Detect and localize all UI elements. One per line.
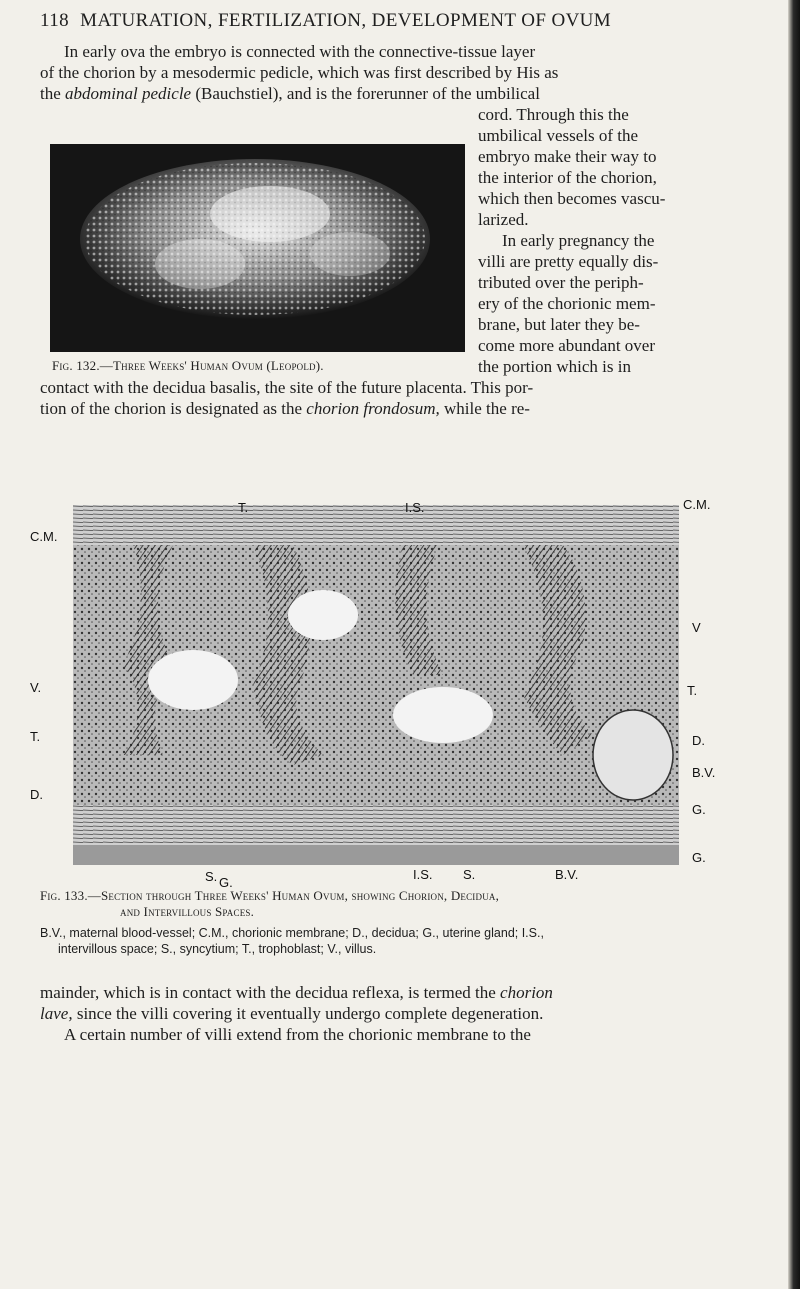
label-bottom-s: S. xyxy=(205,869,218,884)
page-number: 118 xyxy=(40,10,69,31)
para1-side-2: umbilical vessels of the xyxy=(478,126,639,145)
para2-side-1: In early pregnancy the xyxy=(502,231,655,250)
chorion-section-drawing xyxy=(73,505,679,865)
para2-line2-post: while the re- xyxy=(439,399,530,418)
para1-side-5: which then becomes vascu- xyxy=(478,189,666,208)
label-cm-left: C.M. xyxy=(30,529,58,544)
running-title: MATURATION, FERTILIZATION, DEVELOPMENT OF OVUM xyxy=(80,10,612,31)
running-header xyxy=(40,10,720,32)
label-left-d: D. xyxy=(30,787,43,802)
label-left-v: V. xyxy=(30,680,42,695)
label-bottom-bv: B.V. xyxy=(555,867,579,882)
para1-line3 xyxy=(40,84,722,105)
para3-line1-pre: mainder, which is in contact with the decidua reflexa, is termed the xyxy=(40,983,501,1002)
figure-132-image xyxy=(50,144,465,352)
label-top-t: T. xyxy=(238,500,249,515)
para2-side-6: come more abundant over xyxy=(478,336,656,355)
label-top-is: I.S. xyxy=(405,500,425,515)
para2-line-full1: contact with the decidua basalis, the site of the future placenta. This por- xyxy=(40,378,534,397)
label-right-g1: G. xyxy=(692,802,706,817)
lave-term: lave, xyxy=(40,1004,73,1023)
para2-side-4: ery of the chorionic mem- xyxy=(478,294,656,313)
figure-133-caption xyxy=(40,888,760,920)
para1-line3-pre: the xyxy=(40,84,66,103)
label-right-v: V xyxy=(692,620,701,635)
para2-side-5: brane, but later they be- xyxy=(478,315,640,334)
para1-side-6: larized. xyxy=(478,210,529,229)
para3-line2 xyxy=(40,1004,722,1025)
para1-line2: of the chorion by a mesodermic pedicle, which was first described by His as xyxy=(40,63,559,82)
label-bottom-g: G. xyxy=(219,875,233,890)
ovum-photograph xyxy=(50,144,465,352)
para1-side-4: the interior of the chorion, xyxy=(478,168,657,187)
page-edge-shadow xyxy=(788,0,800,1289)
label-right-bv: B.V. xyxy=(692,765,716,780)
figure-132-caption: Fig. 132.—Three Weeks' Human Ovum (Leopold). xyxy=(52,358,324,373)
label-right-t: T. xyxy=(687,683,698,698)
figure-133-legend-line2: intervillous space; S., syncytium; T., trophoblast; V., villus. xyxy=(58,942,377,956)
para1-line1: In early ova the embryo is connected with the connective-tissue layer xyxy=(64,42,536,61)
abdominal-pedicle-term: abdominal pedicle xyxy=(65,84,192,103)
label-bottom-is: I.S. xyxy=(413,867,433,882)
figure-133-caption-line2: and Intervillous Spaces. xyxy=(120,904,255,919)
figure-133-legend-line1: B.V., maternal blood-vessel; C.M., chorionic membrane; D., decidua; G., uterine gland; I.S., xyxy=(40,926,544,940)
label-left-t: T. xyxy=(30,729,41,744)
para2-side-7: the portion which is in xyxy=(478,357,631,376)
para2-side-2: villi are pretty equally dis- xyxy=(478,252,659,271)
figure-133-caption-line1: Fig. 133.—Section through Three Weeks' Human Ovum, showing Chorion, Decidua, xyxy=(40,888,500,903)
label-right-d: D. xyxy=(692,733,705,748)
figure-133-image xyxy=(73,505,679,865)
para3-line3: A certain number of villi extend from the chorionic membrane to the xyxy=(64,1025,531,1044)
para3-line1 xyxy=(40,983,722,1004)
para2-side-3: tributed over the periph- xyxy=(478,273,644,292)
para1-line3-post: (Bauchstiel), and is the forerunner of the umbilical xyxy=(191,84,540,103)
para2-line2-pre: tion of the chorion is designated as the xyxy=(40,399,307,418)
label-right-g2: G. xyxy=(692,850,706,865)
label-bottom-s2: S. xyxy=(463,867,476,882)
figure-133-legend xyxy=(40,925,760,957)
para3-line2-post: since the villi covering it eventually undergo complete degeneration. xyxy=(72,1004,544,1023)
para1-side-1: cord. Through this the xyxy=(478,105,629,124)
para1-side-3: embryo make their way to xyxy=(478,147,657,166)
figure-133 xyxy=(25,497,735,890)
label-cm-right: C.M. xyxy=(683,497,711,512)
chorion-term: chorion xyxy=(500,983,553,1002)
para2-line-full2 xyxy=(40,399,722,420)
chorion-frondosum-term: chorion frondosum, xyxy=(306,399,440,418)
